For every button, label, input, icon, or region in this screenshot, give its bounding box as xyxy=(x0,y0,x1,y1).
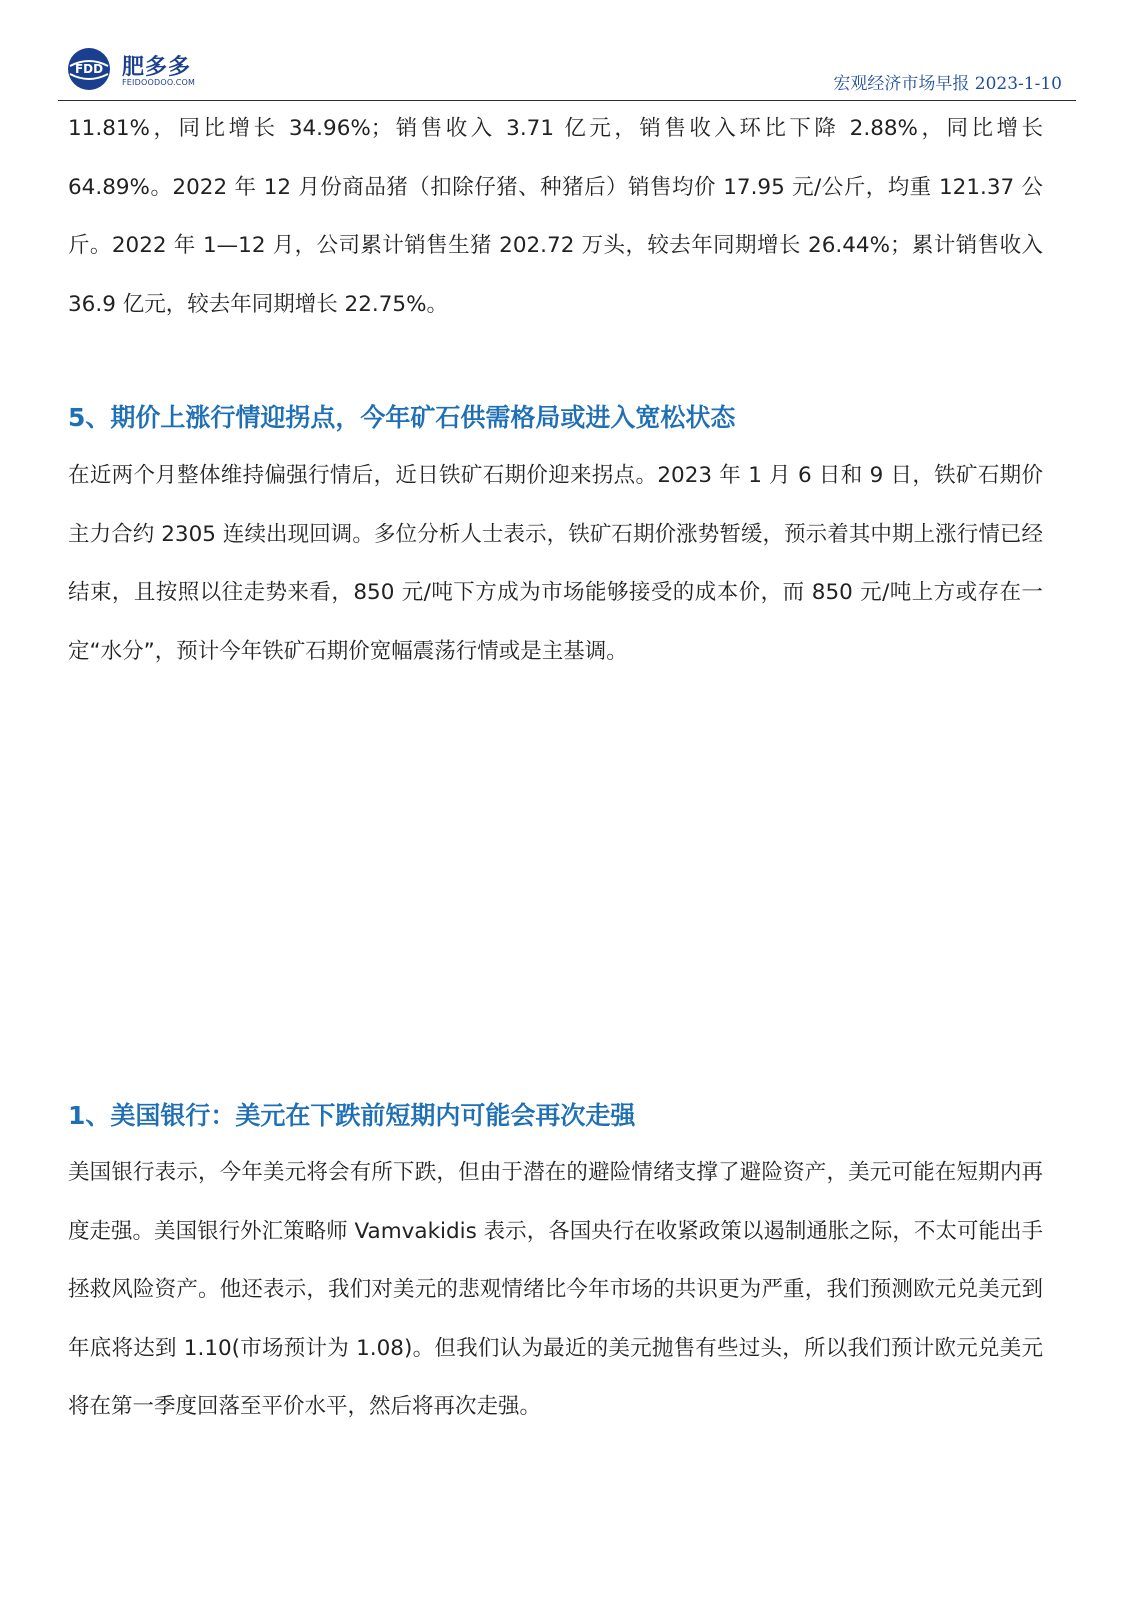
company-logo xyxy=(66,42,226,94)
paragraph-iron-ore xyxy=(68,447,1043,681)
page-header xyxy=(58,38,1076,101)
logo-mark: FDD xyxy=(74,62,104,76)
section-heading: 1、美国银行：美元在下跌前短期内可能会再次走强 xyxy=(68,1101,636,1130)
section-bank-of-america xyxy=(68,1096,1043,1136)
logo-name: 肥多多 xyxy=(122,55,192,80)
section-heading: 5、期价上涨行情迎拐点，今年矿石供需格局或进入宽松状态 xyxy=(68,403,736,432)
report-title: 宏观经济市场早报 2023-1-10 xyxy=(833,74,1062,94)
section-iron-ore xyxy=(68,398,1043,438)
paragraph-text: 11.81%，同比增长 34.96%；销售收入 3.71 亿元，销售收入环比下降 2.88%，同比增长 64.89%。2022 年 12 月份商品猪（扣除仔猪、种猪后）销售均价 17.95 元/公斤，均重 121.37 公斤。2022 年 1—12 月，公司累计销售生猪 202.72 万头，较去年同期增长 26.44%；累计销售收入 36.9 亿元，较去年同期增长 22.75%。 xyxy=(68,116,1043,317)
paragraph-text: 美国银行表示，今年美元将会有所下跌，但由于潜在的避险情绪支撑了避险资产，美元可能在短期内再度走强。美国银行外汇策略师 Vamvakidis 表示，各国央行在收紧政策以遏制通胀之际，不太可能出手拯救风险资产。他还表示，我们对美元的悲观情绪比今年市场的共识更为严重，我们预测欧元兑美元到年底将达到 1.10(市场预计为 1.08)。但我们认为最近的美元抛售有些过头，所以我们预计欧元兑美元将在第一季度回落至平价水平，然后将再次走强。 xyxy=(68,1160,1043,1419)
paragraph-text: 在近两个月整体维持偏强行情后，近日铁矿石期价迎来拐点。2023 年 1 月 6 日和 9 日，铁矿石期价主力合约 2305 连续出现回调。多位分析人士表示，铁矿石期价涨势暂缓，预示着其中期上涨行情已经结束，且按照以往走势来看，850 元/吨下方成为市场能够接受的成本价，而 850 元/吨上方或存在一定“水分”，预计今年铁矿石期价宽幅震荡行情或是主基调。 xyxy=(68,463,1043,664)
logo-url: FEIDOODOO.COM xyxy=(122,78,196,87)
paragraph-pig-sales xyxy=(68,100,1043,334)
paragraph-bank-of-america xyxy=(68,1144,1043,1437)
logo-globe-icon xyxy=(66,46,112,92)
